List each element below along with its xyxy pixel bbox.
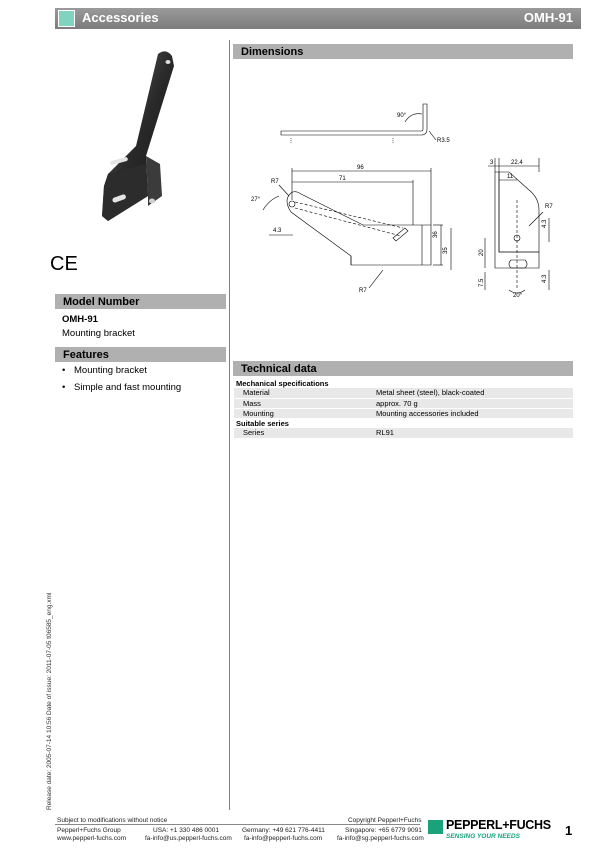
header-bar — [55, 8, 581, 29]
footer-de-tel: Germany: +49 621 776-4411 — [242, 827, 325, 834]
model-description: Mounting bracket — [62, 328, 135, 339]
footer-sg-mail[interactable]: fa-info@sg.pepperl-fuchs.com — [337, 835, 424, 842]
tech-value: Metal sheet (steel), black-coated — [372, 388, 573, 398]
technical-data-table — [234, 378, 573, 439]
footer-usa-tel: USA: +1 330 486 0001 — [153, 827, 219, 834]
page-number: 1 — [565, 823, 573, 838]
dim-3: 3 — [490, 160, 494, 166]
tech-value: RL91 — [372, 428, 573, 438]
dim-96: 96 — [357, 165, 364, 171]
section-model-number: Model Number — [55, 294, 226, 309]
table-row — [234, 408, 573, 418]
dim-27: 27° — [251, 197, 261, 203]
dim-43c: 4.3 — [542, 274, 548, 283]
table-row — [234, 388, 573, 398]
footer-usa-mail[interactable]: fa-info@us.pepperl-fuchs.com — [145, 835, 232, 842]
dim-r7a: R7 — [271, 179, 279, 185]
dim-75: 7.5 — [479, 278, 485, 287]
dim-90: 90° — [397, 113, 407, 119]
tech-label: Mounting — [234, 408, 372, 418]
tech-label: Material — [234, 388, 372, 398]
logo-slogan: SENSING YOUR NEEDS — [446, 833, 520, 840]
dim-20: 20 — [479, 249, 485, 256]
table-row — [234, 428, 573, 438]
dim-43b: 4.3 — [542, 219, 548, 228]
column-divider — [229, 40, 230, 810]
footer-group: Pepperl+Fuchs Group — [57, 827, 121, 834]
section-technical-data: Technical data — [233, 361, 573, 376]
header-title: Accessories — [82, 10, 159, 25]
features-list — [62, 365, 181, 399]
header-model: OMH-91 — [523, 10, 573, 25]
logo-name: PEPPERL+FUCHS — [446, 818, 551, 832]
dim-36: 36 — [433, 231, 439, 238]
dim-224: 22.4 — [511, 160, 523, 166]
dim-35: 35 — [443, 247, 449, 254]
table-row — [234, 398, 573, 408]
feature-item: • Mounting bracket — [62, 365, 181, 376]
dim-r7c: R7 — [545, 204, 553, 210]
footer-notice: Subject to modifications without notice — [57, 817, 168, 824]
footer-divider — [55, 824, 420, 825]
tech-value: approx. 70 g — [372, 398, 573, 408]
footer-sg-tel: Singapore: +65 6779 9091 — [345, 827, 422, 834]
dim-43a: 4.3 — [273, 228, 282, 234]
ce-mark: CE — [50, 253, 78, 275]
tech-label: Series — [234, 428, 372, 438]
model-name: OMH-91 — [62, 314, 98, 325]
feature-item: • Simple and fast mounting — [62, 382, 181, 393]
header-square-icon — [58, 10, 75, 27]
dim-71: 71 — [339, 176, 346, 182]
dim-20deg: 20° — [513, 293, 523, 299]
dim-11: 11 — [507, 174, 514, 180]
section-features: Features — [55, 347, 226, 362]
footer-copyright: Copyright Pepperl+Fuchs — [348, 817, 422, 824]
tech-group-mechanical: Mechanical specifications — [236, 378, 329, 388]
dim-r35: R3.5 — [437, 138, 450, 144]
footer-de-mail[interactable]: fa-info@pepperl-fuchs.com — [244, 835, 323, 842]
tech-label: Mass — [234, 398, 372, 408]
dim-r7b: R7 — [359, 288, 367, 294]
tech-group-series: Suitable series — [236, 418, 289, 428]
section-dimensions: Dimensions — [233, 44, 573, 59]
dimension-drawing — [233, 100, 573, 300]
tech-value: Mounting accessories included — [372, 408, 573, 418]
footer-web-link[interactable]: www.pepperl-fuchs.com — [57, 835, 126, 842]
logo-icon — [428, 820, 443, 834]
release-info: Release date: 2005-07-14 10:56 Date of issue: 2011-07-05 t06585_eng.xml — [46, 592, 53, 810]
product-photo — [88, 46, 198, 226]
